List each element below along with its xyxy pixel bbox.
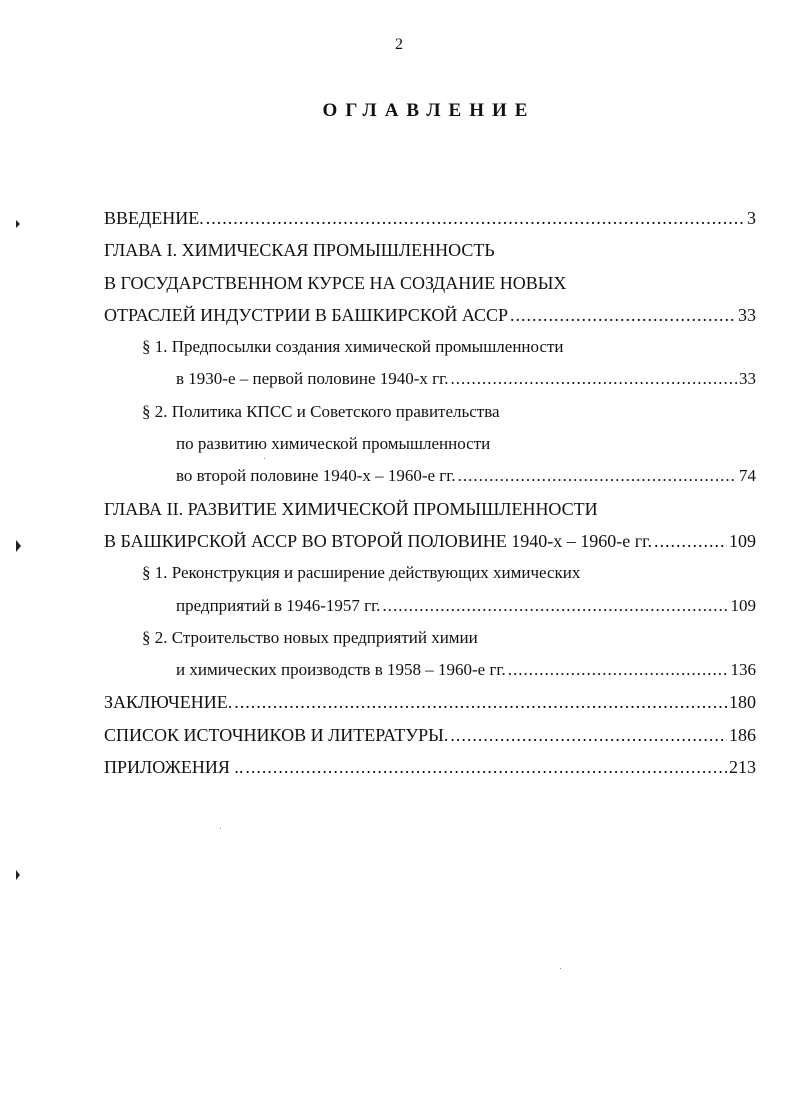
toc-entry-text: § 1. Предпосылки создания химической промышленности [142, 337, 564, 357]
toc-page-number: 33 [739, 369, 756, 389]
toc-entry-section-1-2-line-3 [104, 460, 756, 492]
toc-page-number: 74 [739, 466, 756, 486]
toc-entry-text: ГЛАВА I. ХИМИЧЕСКАЯ ПРОМЫШЛЕННОСТЬ [104, 240, 495, 261]
toc-entry-text: § 1. Реконструкция и расширение действующих химических [142, 563, 581, 583]
dot-leader [458, 460, 737, 492]
dot-leader [654, 525, 727, 557]
scan-mark [16, 220, 20, 228]
toc-entry-text: § 2. Строительство новых предприятий химии [142, 627, 478, 647]
dot-leader [450, 719, 727, 751]
scan-mark [16, 870, 20, 880]
toc-entry-section-2-2-line-2 [104, 654, 756, 686]
toc-entry-text: § 2. Политика КПСС и Советского правительства [142, 401, 500, 421]
toc-entry-text: ЗАКЛЮЧЕНИЕ. [104, 692, 233, 713]
toc-entry-introduction [104, 202, 756, 234]
toc-entry-bibliography [104, 719, 756, 751]
toc-entry-chapter-2-line-1 [104, 493, 756, 525]
scan-speck [560, 968, 561, 969]
toc-entry-chapter-1-line-2 [104, 267, 756, 299]
dot-leader [508, 654, 729, 686]
dot-leader [450, 363, 737, 395]
toc-page-number: 3 [747, 208, 756, 228]
scan-speck [264, 458, 265, 459]
dot-leader [206, 202, 745, 234]
dot-leader [510, 299, 736, 331]
toc-entry-section-1-1-line-2 [104, 363, 756, 395]
toc-entry-section-1-2-line-2 [104, 428, 756, 460]
toc-entry-text: в 1930-е – первой половине 1940-х гг. [176, 369, 449, 389]
page-title: ОГЛАВЛЕНИЕ [322, 100, 536, 121]
toc-page-number: 109 [730, 595, 756, 615]
dot-leader [382, 590, 728, 622]
toc-entry-text: во второй половине 1940-х – 1960-е гг. [176, 466, 456, 486]
toc-entry-text: ОТРАСЛЕЙ ИНДУСТРИИ В БАШКИРСКОЙ АССР [104, 304, 508, 325]
toc-entry-appendices [104, 751, 756, 783]
toc-page-number: 136 [730, 660, 756, 680]
toc-page-number: 186 [729, 724, 756, 745]
toc-entry-text: и химических производств в 1958 – 1960-е гг. [176, 660, 506, 680]
toc-entry-chapter-2-line-2 [104, 525, 756, 557]
toc-entry-text: ГЛАВА II. РАЗВИТИЕ ХИМИЧЕСКОЙ ПРОМЫШЛЕННОСТИ [104, 498, 598, 519]
toc-entry-text: предприятий в 1946-1957 гг. [176, 595, 381, 615]
scan-mark [16, 540, 21, 552]
table-of-contents [104, 202, 756, 783]
toc-entry-chapter-1-line-1 [104, 234, 756, 266]
toc-entry-text: В ГОСУДАРСТВЕННОМ КУРСЕ НА СОЗДАНИЕ НОВЫХ [104, 272, 567, 293]
toc-page-number: 33 [738, 304, 756, 325]
toc-entry-section-2-1-line-1 [104, 557, 756, 589]
page-number: 2 [395, 36, 403, 53]
toc-page-number: 180 [729, 692, 756, 713]
toc-entry-section-2-1-line-2 [104, 590, 756, 622]
toc-entry-chapter-1-line-3 [104, 299, 756, 331]
dot-leader [245, 751, 727, 783]
toc-entry-section-2-2-line-1 [104, 622, 756, 654]
toc-entry-section-1-1-line-1 [104, 331, 756, 363]
scan-speck [220, 828, 221, 829]
toc-page-number: 213 [729, 757, 756, 778]
toc-entry-text: по развитию химической промышленности [176, 434, 491, 454]
toc-entry-section-1-2-line-1 [104, 396, 756, 428]
toc-entry-text: В БАШКИРСКОЙ АССР ВО ВТОРОЙ ПОЛОВИНЕ 1940-х – 1960-е гг. [104, 530, 652, 551]
toc-page-number: 109 [729, 530, 756, 551]
toc-entry-text: СПИСОК ИСТОЧНИКОВ И ЛИТЕРАТУРЫ. [104, 724, 449, 745]
toc-entry-conclusion [104, 686, 756, 718]
toc-entry-text: ВВЕДЕНИЕ. [104, 208, 204, 228]
dot-leader [234, 686, 727, 718]
toc-entry-text: ПРИЛОЖЕНИЯ .. [104, 757, 244, 778]
